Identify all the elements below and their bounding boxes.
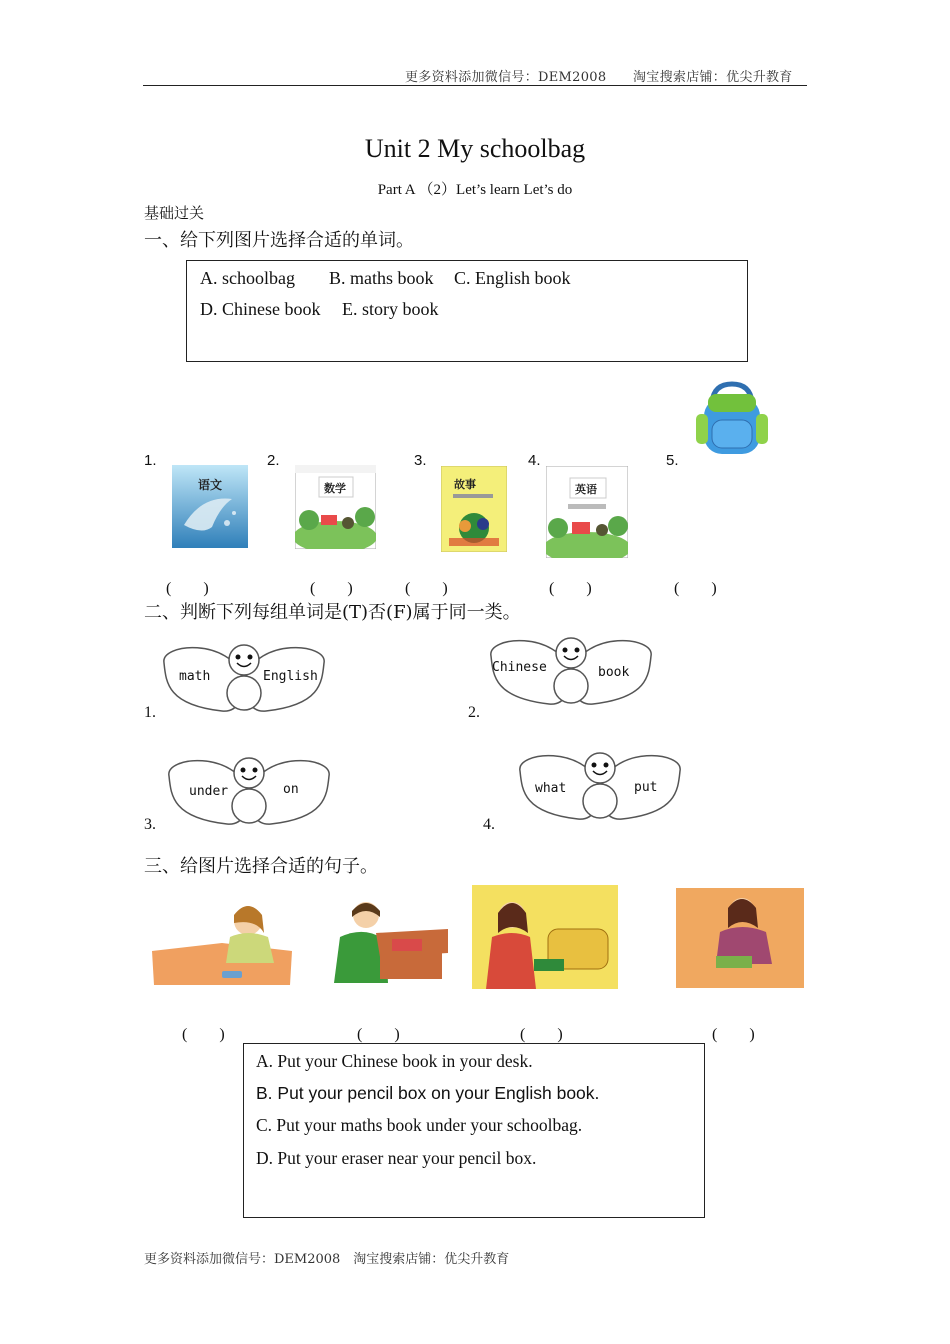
schoolbag-image xyxy=(694,380,770,456)
english-book-image xyxy=(546,466,628,558)
level-label: 基础过关 xyxy=(144,204,205,222)
option-d: D. Chinese book xyxy=(200,299,321,319)
pair-number: 4. xyxy=(483,816,495,833)
sentence-b: B. Put your pencil box on your English book. xyxy=(256,1083,600,1103)
book-title-text: 英语 xyxy=(575,483,597,496)
pair-number: 3. xyxy=(144,816,156,833)
page-header: 更多资料添加微信号：DEM2008 淘宝搜索店铺：优尖升教育 xyxy=(405,70,793,85)
answer-blank[interactable]: ( ) xyxy=(182,1026,225,1043)
item-number: 2. xyxy=(267,452,280,469)
sentence-options-box xyxy=(243,1043,705,1218)
word-options-box xyxy=(186,260,748,362)
boy-desk-book-image xyxy=(326,893,448,987)
page-subtitle: Part A （2）Let’s learn Let’s do xyxy=(377,182,573,198)
item-number: 4. xyxy=(528,452,541,469)
header-divider xyxy=(143,85,807,86)
option-c: C. English book xyxy=(454,268,571,288)
answer-blank[interactable]: ( ) xyxy=(520,1026,563,1043)
book-title-text: 语文 xyxy=(198,478,223,492)
section2-heading: 二、判断下列每组单词是(T)否(F)属于同一类。 xyxy=(144,602,521,623)
page-title: Unit 2 My schoolbag xyxy=(364,134,586,163)
pair-right-word: put xyxy=(634,780,658,795)
item-number: 3. xyxy=(414,452,427,469)
girl-pencilbox-image xyxy=(676,888,804,988)
sentence-a: A. Put your Chinese book in your desk. xyxy=(256,1051,533,1071)
girl-schoolbag-image xyxy=(472,885,618,989)
answer-blank[interactable]: ( ) xyxy=(674,580,717,597)
pair-right-word: on xyxy=(283,782,299,797)
sentence-d: D. Put your eraser near your pencil box. xyxy=(256,1148,537,1168)
answer-blank[interactable]: ( ) xyxy=(549,580,592,597)
sentence-c: C. Put your maths book under your schoolbag. xyxy=(256,1115,583,1135)
book-title-text: 故事 xyxy=(454,478,476,491)
item-number: 5. xyxy=(666,452,679,469)
pair-right-word: English xyxy=(263,669,318,684)
girl-desk-eraser-image xyxy=(152,893,292,988)
pair-left-word: under xyxy=(189,784,229,799)
option-b: B. maths book xyxy=(329,268,434,288)
section3-heading: 三、给图片选择合适的句子。 xyxy=(144,856,378,877)
maths-book-image xyxy=(295,465,376,549)
item-number: 1. xyxy=(144,452,157,469)
story-book-image xyxy=(441,466,507,552)
answer-blank[interactable]: ( ) xyxy=(310,580,353,597)
answer-blank[interactable]: ( ) xyxy=(166,580,209,597)
pair-left-word: Chinese xyxy=(492,660,547,675)
pair-number: 2. xyxy=(468,704,480,721)
section1-heading: 一、给下列图片选择合适的单词。 xyxy=(144,230,414,251)
answer-blank[interactable]: ( ) xyxy=(357,1026,400,1043)
pair-left-word: math xyxy=(179,669,211,684)
answer-blank[interactable]: ( ) xyxy=(405,580,448,597)
chinese-book-image xyxy=(172,465,248,548)
book-title-text: 数学 xyxy=(324,482,346,495)
option-a: A. schoolbag xyxy=(200,268,295,288)
option-e: E. story book xyxy=(342,299,439,319)
answer-blank[interactable]: ( ) xyxy=(712,1026,755,1043)
pair-number: 1. xyxy=(144,704,156,721)
pair-right-word: book xyxy=(598,665,630,680)
page-footer: 更多资料添加微信号：DEM2008 淘宝搜索店铺：优尖升教育 xyxy=(144,1252,510,1267)
pair-left-word: what xyxy=(535,781,567,796)
